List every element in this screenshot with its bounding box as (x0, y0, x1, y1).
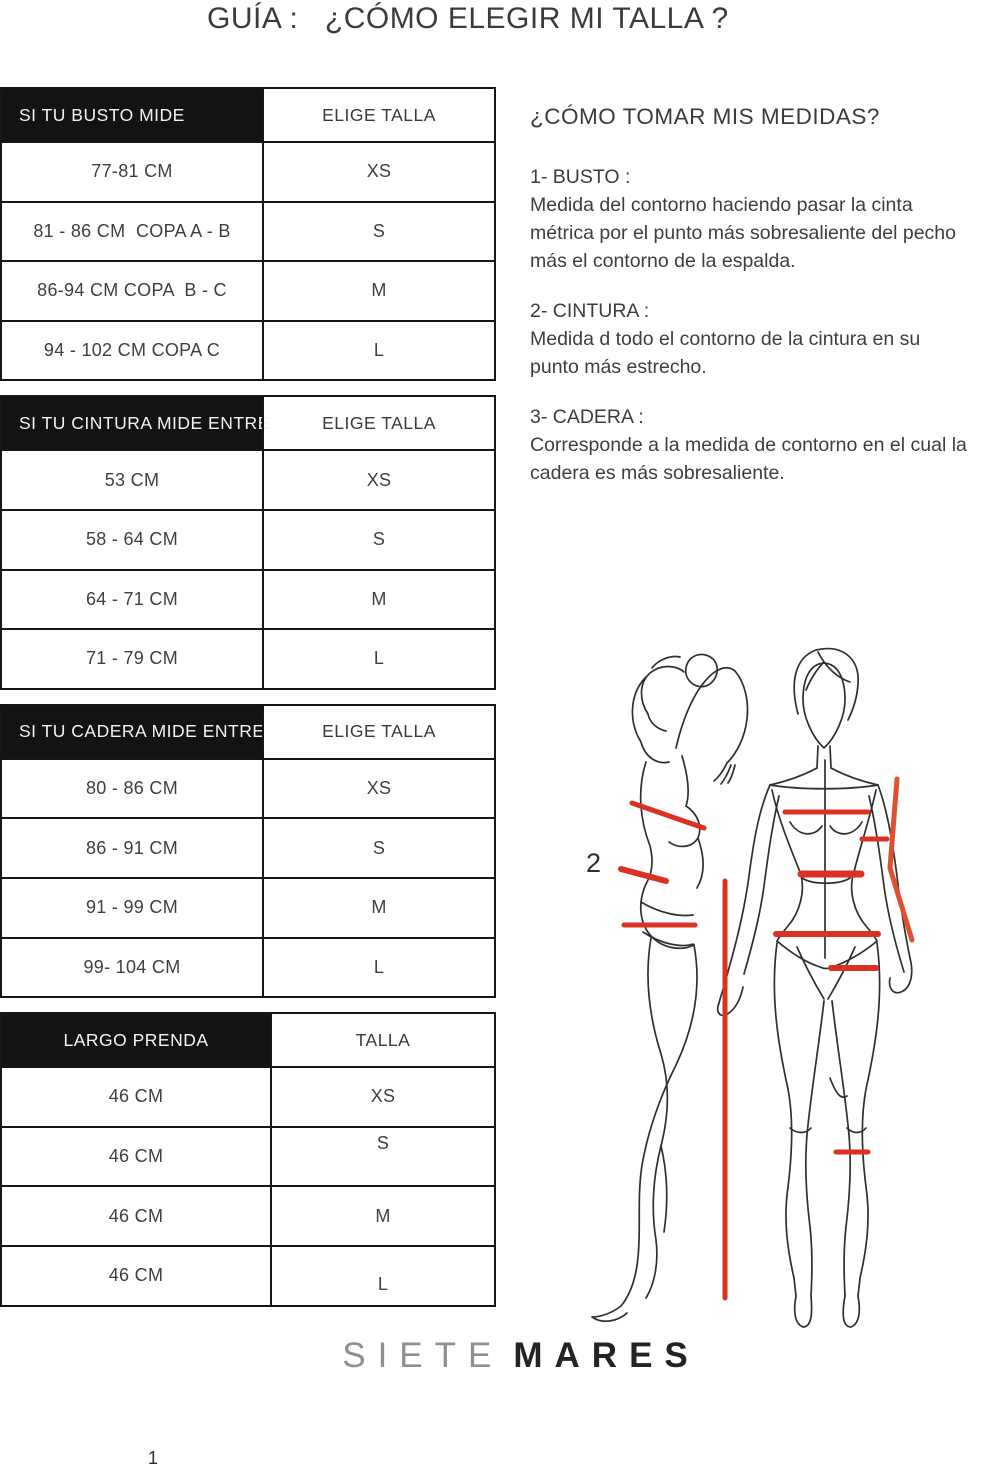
howto-column (530, 104, 968, 509)
measurement-cell: 91 - 99 CM (2, 877, 262, 937)
measurement-cell: 53 CM (2, 449, 262, 509)
size-cell: M (262, 260, 494, 320)
brand-logo (0, 1336, 1000, 1376)
howto-heading-cintura: 2- CINTURA : (530, 300, 650, 322)
size-cell: L (262, 320, 494, 380)
measurement-cell: 77-81 CM (2, 141, 262, 201)
size-cell: L (270, 1245, 494, 1305)
howto-body-busto: Medida del contorno haciendo pasar la cinta métrica por el punto más sobresaliente del pecho más el contorno de la espalda. (530, 194, 956, 272)
table-header-measure: SI TU CADERA MIDE ENTRE (2, 706, 262, 758)
size-cell: S (262, 817, 494, 877)
croquis-svg (555, 640, 1000, 1340)
measurement-cell: 80 - 86 CM (2, 758, 262, 818)
howto-title: ¿CÓMO TOMAR MIS MEDIDAS? (530, 104, 880, 129)
howto-body-cadera: Corresponde a la medida de contorno en el cual la cadera es más sobresaliente. (530, 434, 967, 484)
table-header-measure: SI TU CINTURA MIDE ENTRE (2, 397, 262, 449)
measurement-cell: 46 CM (2, 1066, 270, 1126)
measurement-cell: 71 - 79 CM (2, 628, 262, 688)
howto-heading-cadera: 3- CADERA : (530, 406, 644, 428)
size-table-4 (0, 1012, 496, 1306)
size-cell: XS (262, 141, 494, 201)
figure-label-2: 2 (586, 848, 602, 878)
size-cell: S (262, 201, 494, 261)
size-table-2 (0, 395, 496, 689)
measurement-cell: 46 CM (2, 1126, 270, 1186)
size-tables-column (0, 87, 496, 1321)
measurement-cell: 86-94 CM COPA B - C (2, 260, 262, 320)
size-cell: L (262, 628, 494, 688)
table-header-measure: LARGO PRENDA (2, 1014, 270, 1066)
side-arm-length-line (890, 779, 912, 940)
howto-heading-busto: 1- BUSTO : (530, 166, 631, 188)
table-header-measure: SI TU BUSTO MIDE (2, 89, 262, 141)
measurement-cell: 64 - 71 CM (2, 569, 262, 629)
table-header-size: ELIGE TALLA (262, 89, 494, 141)
brand-word-siete: SIETE (342, 1336, 504, 1375)
howto-section-busto (530, 163, 968, 275)
howto-body-cintura: Medida d todo el contorno de la cintura en su punto más estrecho. (530, 328, 921, 378)
measurement-cell: 46 CM (2, 1245, 270, 1305)
size-cell: M (262, 569, 494, 629)
size-cell: M (270, 1185, 494, 1245)
table-header-size: TALLA (270, 1014, 494, 1066)
side-waist-line (621, 869, 666, 881)
howto-section-cintura (530, 297, 968, 381)
table-header-size: ELIGE TALLA (262, 397, 494, 449)
size-table-3 (0, 704, 496, 998)
front-view-sketch (718, 649, 912, 1327)
page-title: GUÍA : ¿CÓMO ELEGIR MI TALLA ? (207, 2, 729, 35)
measurement-figure-illustration (555, 640, 1000, 1340)
measurement-cell: 58 - 64 CM (2, 509, 262, 569)
size-cell: XS (262, 449, 494, 509)
size-cell: S (270, 1126, 494, 1186)
brand-word-mares: MARES (513, 1336, 700, 1375)
measurement-cell: 99- 104 CM (2, 937, 262, 997)
measurement-cell: 86 - 91 CM (2, 817, 262, 877)
size-table-1 (0, 87, 496, 381)
measurement-cell: 94 - 102 CM COPA C (2, 320, 262, 380)
size-cell: M (262, 877, 494, 937)
table-header-size: ELIGE TALLA (262, 706, 494, 758)
measurement-cell: 46 CM (2, 1185, 270, 1245)
size-cell: L (262, 937, 494, 997)
page-number: 1 (148, 1448, 159, 1468)
measurement-cell: 81 - 86 CM COPA A - B (2, 201, 262, 261)
howto-section-cadera (530, 403, 968, 487)
size-cell: XS (270, 1066, 494, 1126)
size-cell: S (262, 509, 494, 569)
size-cell: XS (262, 758, 494, 818)
